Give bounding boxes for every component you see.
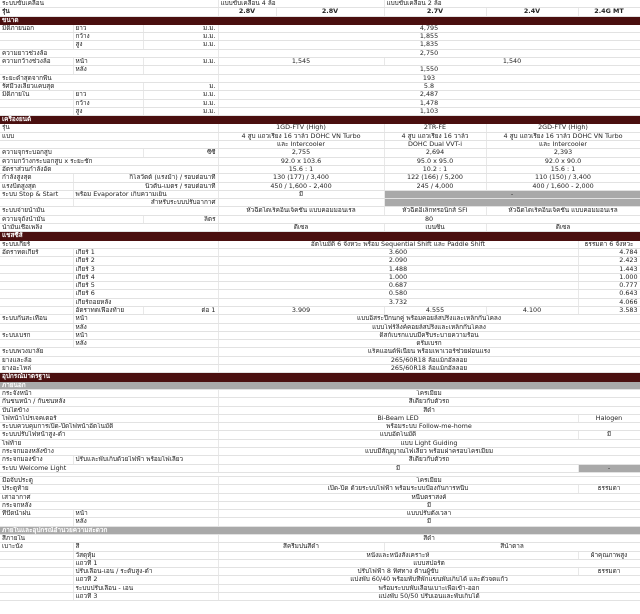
row-sublabel: เกียร์ 2 <box>73 257 218 265</box>
unit: ลิตร <box>143 215 218 223</box>
row-label: เสาอากาศ <box>0 493 218 501</box>
value: 1.488 <box>218 265 578 273</box>
value: มี <box>218 501 640 509</box>
value: - <box>384 190 640 198</box>
row-sublabel: แถวที่ 2 <box>73 576 218 584</box>
row-sublabel: อัตราทดเฟืองท้าย <box>73 306 143 314</box>
value: โครเมียม <box>218 476 640 484</box>
value: 4 สูบ แถวเรียง 16 วาล์ว DOHC VN Turbo <box>218 132 384 140</box>
row-label: ความกว้างกระบอกสูบ x ระยะชัก <box>0 157 218 165</box>
row-label: กระจังหน้า <box>0 389 218 397</box>
row-sublabel: หน้า <box>73 58 143 66</box>
model-col-4: 2.4V <box>486 8 578 16</box>
row-label: รัศมีวงเลี้ยวแคบสุด <box>0 82 143 90</box>
row-label: ระยะต่ำสุดจากพื้น <box>0 74 218 82</box>
value: 4.100 <box>486 306 578 314</box>
value: 0.643 <box>578 290 640 298</box>
row-sublabel: เกียร์ 3 <box>73 265 218 273</box>
value: 10.2 : 1 <box>384 165 486 173</box>
row-label: ระบบควบคุมการเปิด-ปิดไฟหน้าอัตโนมัติ <box>0 423 218 431</box>
value: มี <box>218 518 640 526</box>
value: 1,478 <box>218 99 640 107</box>
value: 4.066 <box>578 298 640 306</box>
row-label: เบาะนั่ง <box>0 543 73 551</box>
value: โครเมียม <box>218 389 640 397</box>
row-sublabel: ปรับและพับเก็บด้วยไฟฟ้า พร้อมไฟเลี้ยว <box>73 456 218 464</box>
value: แบบอัตโนมัติ <box>218 431 578 439</box>
row-label: ระบบพวงมาลัย <box>0 348 218 356</box>
value: 2.090 <box>218 257 578 265</box>
row-label: ความจุถังน้ำมัน <box>0 215 143 223</box>
unit: ม. <box>143 82 218 90</box>
value: 3.583 <box>578 306 640 314</box>
value: 3.600 <box>218 248 578 256</box>
value: ธรรมดา <box>578 485 640 493</box>
row-label: ระบบ Stop & Start <box>0 190 73 198</box>
unit: ม.ม. <box>143 24 218 32</box>
row-label: กำลังสูงสุด <box>0 174 73 182</box>
value: 1,550 <box>218 66 640 74</box>
row-sublabel: ยาว <box>73 24 143 32</box>
row-label: ระบบกันสะเทือน <box>0 315 73 323</box>
value: แบบสปอร์ต <box>218 559 640 567</box>
row-label: ที่ปัดน้ำฝน <box>0 510 73 518</box>
row-sublabel: เกียร์ถอยหลัง <box>73 298 218 306</box>
value: 15.6 : 1 <box>218 165 384 173</box>
row-sublabel: ระบบปรับเลื่อน - เอน <box>73 584 218 592</box>
unit: ม.ม. <box>143 33 218 41</box>
unit: นิวตัน-เมตร / รอบต่อนาที <box>73 182 218 190</box>
value: 2,487 <box>218 91 640 99</box>
value: 1GD-FTV (High) <box>218 124 384 132</box>
value: 3.732 <box>218 298 578 306</box>
value: พร้อมระบบ Follow-me-home <box>218 423 640 431</box>
row-label: สีภายใน <box>0 535 218 543</box>
value: 265/60R18 ล้อแม็กอัลลอย <box>218 356 640 364</box>
row-sublabel: เกียร์ 4 <box>73 273 218 281</box>
row-sublabel: สูง <box>73 41 143 49</box>
value: ดีเซล <box>218 224 384 232</box>
value: สีเดียวกับตัวรถ <box>218 398 640 406</box>
value: 193 <box>218 74 640 82</box>
value: และ Intercooler <box>218 141 384 149</box>
value: ปรับไฟฟ้า 8 ทิศทาง ด้านผู้ขับ <box>218 568 578 576</box>
row-sublabel: หน้า <box>73 331 218 339</box>
model-col-3: 2.7V <box>384 8 486 16</box>
row-label: กันชนหน้า / กันชนหลัง <box>0 398 218 406</box>
value: - <box>578 464 640 472</box>
value: 2,393 <box>486 149 640 157</box>
row-sublabel: หลัง <box>73 340 218 348</box>
value: 4 สูบ แถวเรียง 16 วาล์ว <box>384 132 486 140</box>
unit: กิโลวัตต์ (แรงม้า) / รอบต่อนาที <box>73 174 218 182</box>
value: 110 (150) / 3,400 <box>486 174 640 182</box>
row-label: อัตราส่วนกำลังอัด <box>0 165 218 173</box>
value: 400 / 1,600 - 2,000 <box>486 182 640 190</box>
row-sublabel: หลัง <box>73 323 218 331</box>
value: ดรัมเบรก <box>218 340 640 348</box>
row-label: บันไดข้าง <box>0 406 218 414</box>
value: 1,103 <box>218 107 640 115</box>
unit: ม.ม. <box>143 58 218 66</box>
row-sublabel: ยาว <box>73 91 143 99</box>
row-sublabel: วัสดุหุ้ม <box>73 551 218 559</box>
value: 2GD-FTV (High) <box>486 124 640 132</box>
value: เปิด-ปิด ด้วยระบบไฟฟ้า พร้อมระบบป้องกันการหนีบ <box>218 485 578 493</box>
value: หัวฉีดไดเร็คอินเจ็คชั่น แบบคอมมอนเรล <box>218 207 384 215</box>
row-label: ระบบปรับไฟหน้าสูง-ต่ำ <box>0 431 218 439</box>
row-label: ความจุกระบอกสูบ <box>0 149 143 157</box>
value: มี <box>218 190 384 198</box>
row-sublabel: พร้อม Evaporator เก็บความเย็น <box>73 190 218 198</box>
value: 2TR-FE <box>384 124 486 132</box>
value: 0.580 <box>218 290 578 298</box>
value: แบบโฟร์ลิงค์คอยล์สปริงและเหล็กกันโคลง <box>218 323 640 331</box>
subsection-exterior: ภายนอก <box>0 381 640 389</box>
value: DOHC Dual VVT-i <box>384 141 486 149</box>
row-label: ประตูท้าย <box>0 485 218 493</box>
row-label: อัตราทดเกียร์ <box>0 248 73 256</box>
value: มี <box>578 431 640 439</box>
value: Bi-Beam LED <box>218 414 578 422</box>
model-col-5: 2.4G MT <box>578 8 640 16</box>
unit: ม.ม. <box>143 41 218 49</box>
value: 1,540 <box>384 58 640 66</box>
value: 1.000 <box>218 273 578 281</box>
row-sublabel: เกียร์ 6 <box>73 290 218 298</box>
drive-label: ระบบขับเคลื่อน <box>0 0 218 8</box>
row-label: ความยาวช่วงล้อ <box>0 49 218 57</box>
value: 1,545 <box>218 58 384 66</box>
value: แบบ Light Guiding <box>218 439 640 447</box>
section-chassis: แชสซีส์ <box>0 232 640 240</box>
unit: ม.ม. <box>143 99 218 107</box>
value: อัตโนมัติ 6 จังหวะ พร้อม Sequential Shift และ Paddle Shift <box>218 240 578 248</box>
value: สีดำ <box>218 406 640 414</box>
value: 3.909 <box>218 306 384 314</box>
value: 0.687 <box>218 282 578 290</box>
unit: ม.ม. <box>143 107 218 115</box>
row-sublabel: กว้าง <box>73 33 143 41</box>
value: พร้อมระบบพับเลื่อนเบาะเพื่อเข้า-ออก <box>218 584 640 592</box>
value: 2,755 <box>218 149 384 157</box>
value: 1,855 <box>218 33 640 41</box>
row-sublabel: ปรับเลื่อน-เอน / ระดับสูง-ต่ำ <box>73 568 218 576</box>
value: 15.6 : 1 <box>486 165 640 173</box>
value: แบ่งพับ 50/50 ปรับเอนและพับเก็บได้ <box>218 593 640 601</box>
value: 2,750 <box>218 49 640 57</box>
row-label: แรงบิดสูงสุด <box>0 182 73 190</box>
row-label: มือจับประตู <box>0 476 218 484</box>
value: มี <box>218 464 578 472</box>
value: 122 (166) / 5,200 <box>384 174 486 182</box>
value: สีเดียวกับตัวรถ <box>218 456 640 464</box>
row-label: ไฟท้าย <box>0 439 218 447</box>
value: 95.0 x 95.0 <box>384 157 486 165</box>
row-label: มิติภายนอก <box>0 24 73 32</box>
row-sublabel: แถวที่ 3 <box>73 593 218 601</box>
value: หนีบตราสงค์ <box>218 493 640 501</box>
value: 80 <box>218 215 640 223</box>
row-sublabel: หน้า <box>73 510 218 518</box>
value: หนังและหนังสังเคราะห์ <box>218 551 578 559</box>
row-label: กระจกหลัง <box>0 501 218 509</box>
unit: ม.ม. <box>143 91 218 99</box>
value: 1.000 <box>578 273 640 281</box>
value: 130 (177) / 3,400 <box>218 174 384 182</box>
section-dimensions: ขนาด <box>0 16 640 24</box>
row-label: ไฟหน้าโปรเจคเตอร์ <box>0 414 218 422</box>
row-label: น้ำมันเชื้อเพลิง <box>0 224 218 232</box>
value: 265/60R18 ล้อแม็กอัลลอย <box>218 365 640 373</box>
drive4-header: แบบขับเคลื่อน 4 ล้อ <box>218 0 384 8</box>
value: 4.555 <box>384 306 486 314</box>
value: หัวฉีดอิเล็กทรอนิกส์ SFI <box>384 207 486 215</box>
row-label: ยางอะไหล่ <box>0 365 218 373</box>
row-sublabel: เกียร์ 1 <box>73 248 218 256</box>
value: และ Intercooler <box>486 141 640 149</box>
value: ดิสก์เบรกแบบมีครีบระบายความร้อน <box>218 331 640 339</box>
row-sublabel: สำหรับระบบปรับอากาศ <box>73 199 218 207</box>
value: ธรรมดา <box>578 568 640 576</box>
value: ดีเซล <box>486 224 640 232</box>
value: สีดำ <box>218 535 640 543</box>
row-label: ระบบเกียร์ <box>0 240 218 248</box>
value: 4.784 <box>578 248 640 256</box>
value: หัวฉีดไดเร็คอินเจ็คชั่น แบบคอมมอนเรล <box>486 207 640 215</box>
row-sublabel: สูง <box>73 107 143 115</box>
value: แร็คแอนด์พิเนียน พร้อมเพาเวอร์ช่วยผ่อนแรง <box>218 348 640 356</box>
row-sublabel: หน้า <box>73 315 218 323</box>
value: เบนซิน <box>384 224 486 232</box>
value: ธรรมดา 6 จังหวะ <box>578 240 640 248</box>
value: แบบปรับตั้งเวลา <box>218 510 640 518</box>
value: 1.443 <box>578 265 640 273</box>
row-label: กระจกมองหลังข้าง <box>0 448 218 456</box>
value: สีน้ำตาล <box>384 543 640 551</box>
value: 450 / 1,600 - 2,400 <box>218 182 384 190</box>
value: แบบอิสระปีกนกคู่ พร้อมคอยล์สปริงและเหล็กกันโคลง <box>218 315 640 323</box>
value: 5.8 <box>218 82 640 90</box>
value: 2.423 <box>578 257 640 265</box>
value: แบ่งพับ 60/40 พร้อมพับที่พักแขนพับเก็บได้ และตัวจดแก้ว <box>218 576 640 584</box>
value: Halogen <box>578 414 640 422</box>
row-label: ระบบเบรก <box>0 331 73 339</box>
row-sublabel: กว้าง <box>73 99 143 107</box>
value: สีครีมปนสีดำ <box>218 543 384 551</box>
value: 92.0 x 103.6 <box>218 157 384 165</box>
row-label: ระบบ Welcome Light <box>0 464 218 472</box>
value: 245 / 4,000 <box>384 182 486 190</box>
section-engine: เครื่องยนต์ <box>0 116 640 124</box>
subsection-interior: ภายในและอุปกรณ์อำนวยความสะดวก <box>0 526 640 534</box>
row-label: กระจกมองข้าง <box>0 456 73 464</box>
row-sublabel: หลัง <box>73 66 143 74</box>
row-label: รุ่น <box>0 124 218 132</box>
value: แบบมีสัญญาณไฟเลี้ยว พร้อมฝาครอบโครเมียม <box>218 448 640 456</box>
value: 92.0 x 90.0 <box>486 157 640 165</box>
row-label: ระบบจ่ายน้ำมัน <box>0 207 218 215</box>
row-sublabel: หลัง <box>73 518 218 526</box>
drive2-header: แบบขับเคลื่อน 2 ล้อ <box>384 0 640 8</box>
row-sublabel: เกียร์ 5 <box>73 282 218 290</box>
unit: ต่อ 1 <box>143 306 218 314</box>
value: 4 สูบ แถวเรียง 16 วาล์ว DOHC VN Turbo <box>486 132 640 140</box>
value: 4,795 <box>218 24 640 32</box>
section-equipment: อุปกรณ์มาตรฐาน <box>0 373 640 381</box>
value: 0.777 <box>578 282 640 290</box>
unit: ซีซี <box>143 149 218 157</box>
model-col-2: 2.8V <box>276 8 384 16</box>
value: 2,694 <box>384 149 486 157</box>
value: 1,835 <box>218 41 640 49</box>
value: ผ้าคุณภาพสูง <box>578 551 640 559</box>
model-col-1: 2.8V <box>218 8 276 16</box>
row-sublabel: สี <box>73 543 218 551</box>
row-label: มิติภายใน <box>0 91 73 99</box>
row-label: ความกว้างช่วงล้อ <box>0 58 73 66</box>
row-sublabel: แถวที่ 1 <box>73 559 218 567</box>
row-label: ยางและล้อ <box>0 356 218 364</box>
row-label: แบบ <box>0 132 218 140</box>
model-label: รุ่น <box>0 8 218 16</box>
